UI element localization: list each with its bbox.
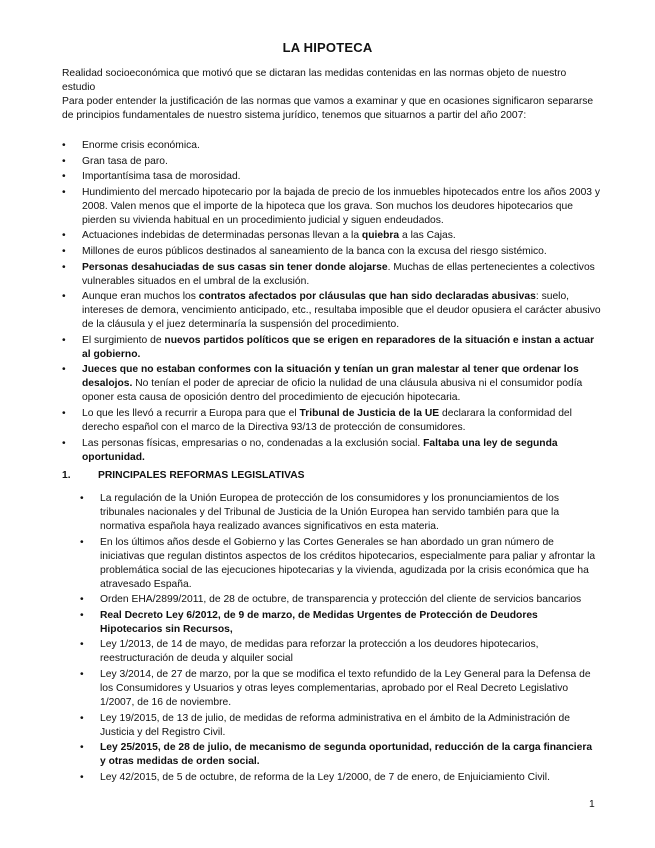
list-item: • El surgimiento de nuevos partidos políticos que se erigen en reparadores de la situación e instan a actuar al gobierno. xyxy=(62,334,604,362)
section-heading xyxy=(62,470,305,481)
intro-paragraph: Para poder entender la justificación de las normas que vamos a examinar y que en ocasiones significaron separarse de principios fundamentales de nuestro sistema jurídico, tenemos que situarnos a partir del año 2007: xyxy=(62,96,594,121)
list-item: • Gran tasa de paro. xyxy=(62,155,604,169)
list-item: • Jueces que no estaban conformes con la situación y tenían un gran malestar al tener que ordenar los desalojos. No tenían el poder de apreciar de oficio la nulidad de una cláusula abusiva ni el consumidor podía oponer esta causa de oposición dentro del procedimiento de ejecución hipotecaria. xyxy=(62,363,604,405)
list-item: • Ley 1/2013, de 14 de mayo, de medidas para reforzar la protección a los deudores hipotecarios, reestructuración de deuda y alquiler social xyxy=(80,638,600,666)
list-item: • Ley 42/2015, de 5 de octubre, de reforma de la Ley 1/2000, de 7 de enero, de Enjuiciamiento Civil. xyxy=(80,771,600,785)
list-item: • Importantísima tasa de morosidad. xyxy=(62,170,604,184)
list-item: • La regulación de la Unión Europea de protección de los consumidores y los pronunciamientos de los tribunales nacionales y del Tribunal de Justicia de la Unión Europea han servido también para que la normativa española haya realizado avances significativos en esta materia. xyxy=(80,492,600,534)
list-item: • Enorme crisis económica. xyxy=(62,139,604,153)
list-item: • Ley 3/2014, de 27 de marzo, por la que se modifica el texto refundido de la Ley General para la Defensa de los Consumidores y Usuarios y otras leyes complementarias, aprobado por el Real Decreto Legislativo 1/2007, de 16 de noviembre. xyxy=(80,668,600,710)
reforms-list xyxy=(80,492,600,786)
intro-heading: Realidad socioeconómica que motivó que se dictaran las medidas contenidas en las normas objeto de nuestro estudio xyxy=(62,68,567,93)
list-item: • Millones de euros públicos destinados al saneamiento de la banca con la excusa del riesgo sistémico. xyxy=(62,245,604,259)
list-item: • Personas desahuciadas de sus casas sin tener donde alojarse. Muchas de ellas pertenecientes a colectivos vulnerables situados en el umbral de la exclusión. xyxy=(62,261,604,289)
list-item: • Real Decreto Ley 6/2012, de 9 de marzo, de Medidas Urgentes de Protección de Deudores Hipotecarios sin Recursos, xyxy=(80,609,600,637)
list-item: • Lo que les llevó a recurrir a Europa para que el Tribunal de Justicia de la UE declarara la conformidad del derecho español con el marco de la Directiva 93/13 de protección de consumidores. xyxy=(62,407,604,435)
document-title: LA HIPOTECA xyxy=(282,40,373,55)
list-item: • Actuaciones indebidas de determinadas personas llevan a la quiebra a las Cajas. xyxy=(62,229,604,243)
list-item: • Orden EHA/2899/2011, de 28 de octubre, de transparencia y protección del cliente de servicios bancarios xyxy=(80,593,600,607)
section-title: PRINCIPALES REFORMAS LEGISLATIVAS xyxy=(98,470,305,481)
causes-list xyxy=(62,139,604,466)
list-item: • Aunque eran muchos los contratos afectados por cláusulas que han sido declaradas abusivas: suelo, intereses de demora, vencimiento anticipado, etc., resultaba imposible que el deudor opusiera el carácter abusivo de la cláusula y el juez determinaría la suspensión del procedimiento. xyxy=(62,290,604,332)
section-number: 1. xyxy=(62,470,71,481)
list-item: • Ley 19/2015, de 13 de julio, de medidas de reforma administrativa en el ámbito de la Administración de Justicia y del Registro Civil. xyxy=(80,712,600,740)
list-item: • Las personas físicas, empresarias o no, condenadas a la exclusión social. Faltaba una ley de segunda oportunidad. xyxy=(62,437,604,465)
page-number: 1 xyxy=(589,799,595,810)
intro-section xyxy=(62,67,602,123)
list-item: • Hundimiento del mercado hipotecario por la bajada de precio de los inmuebles hipotecados entre los años 2003 y 2008. Valen menos que el importe de la hipoteca que los grava. Son muchos los deudores hipotecarios que pierden su vivienda habitual en un procedimiento judicial y siguen endeudados. xyxy=(62,186,604,228)
list-item: • Ley 25/2015, de 28 de julio, de mecanismo de segunda oportunidad, reducción de la carga financiera y otras medidas de orden social. xyxy=(80,741,600,769)
list-item: • En los últimos años desde el Gobierno y las Cortes Generales se han abordado un gran número de iniciativas que regulan distintos aspectos de los créditos hipotecarios, especialmente para paliar y afrontar la problemática social de las ejecuciones hipotecarias y la vivienda, agudizada por la crisis económica que ha atravesado España. xyxy=(80,536,600,592)
